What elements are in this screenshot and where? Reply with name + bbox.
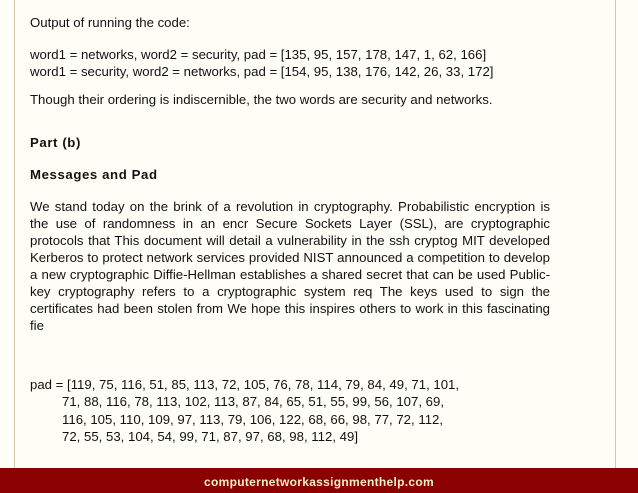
- word-line-2: word1 = security, word2 = networks, pad = [154, 95, 138, 176, 142, 26, 33, 172]: [30, 64, 494, 79]
- slide-content: [30, 14, 550, 334]
- conclusion-text: Though their ordering is indiscernible, the two words are security and networks.: [30, 92, 493, 107]
- part-heading: Part (b): [30, 135, 81, 150]
- word-line-1: word1 = networks, word2 = security, pad = [135, 95, 157, 178, 147, 1, 62, 166]: [30, 47, 487, 62]
- section-heading: Messages and Pad: [30, 167, 158, 182]
- footer-link[interactable]: computernetworkassignmenthelp.com: [204, 475, 434, 489]
- pad-array: [30, 376, 550, 445]
- pad-line-1: pad = [119, 75, 116, 51, 85, 113, 72, 105, 76, 78, 114, 79, 84, 49, 71, 101,: [30, 377, 460, 392]
- message-paragraph: We stand today on the brink of a revolution in cryptography. Probabilistic encryption is the use of randomness in an encr Secure Sockets Layer (SSL), are cryptographic protocols that This document will detail a vulnerability in the ssh cryptog MIT developed Kerberos to protect network services provided NIST announced a competition to develop a new cryptographic Diffie-Hellman establishes a shared secret that can be used Public-key cryptography refers to a cryptographic system req The keys used to sign the certificates had been stolen from We hope this inspires others to work in this fascinating fie: [30, 199, 550, 333]
- output-heading: Output of running the code:: [30, 15, 190, 30]
- pad-line-2: 71, 88, 116, 78, 113, 102, 113, 87, 84, 65, 51, 55, 99, 56, 107, 69,: [62, 394, 445, 410]
- pad-line-4: 72, 55, 53, 104, 54, 99, 71, 87, 97, 68, 98, 112, 49]: [62, 428, 358, 444]
- footer-bar: [0, 468, 638, 493]
- pad-line-3: 116, 105, 110, 109, 97, 113, 79, 106, 122, 68, 66, 98, 77, 72, 112,: [62, 411, 444, 427]
